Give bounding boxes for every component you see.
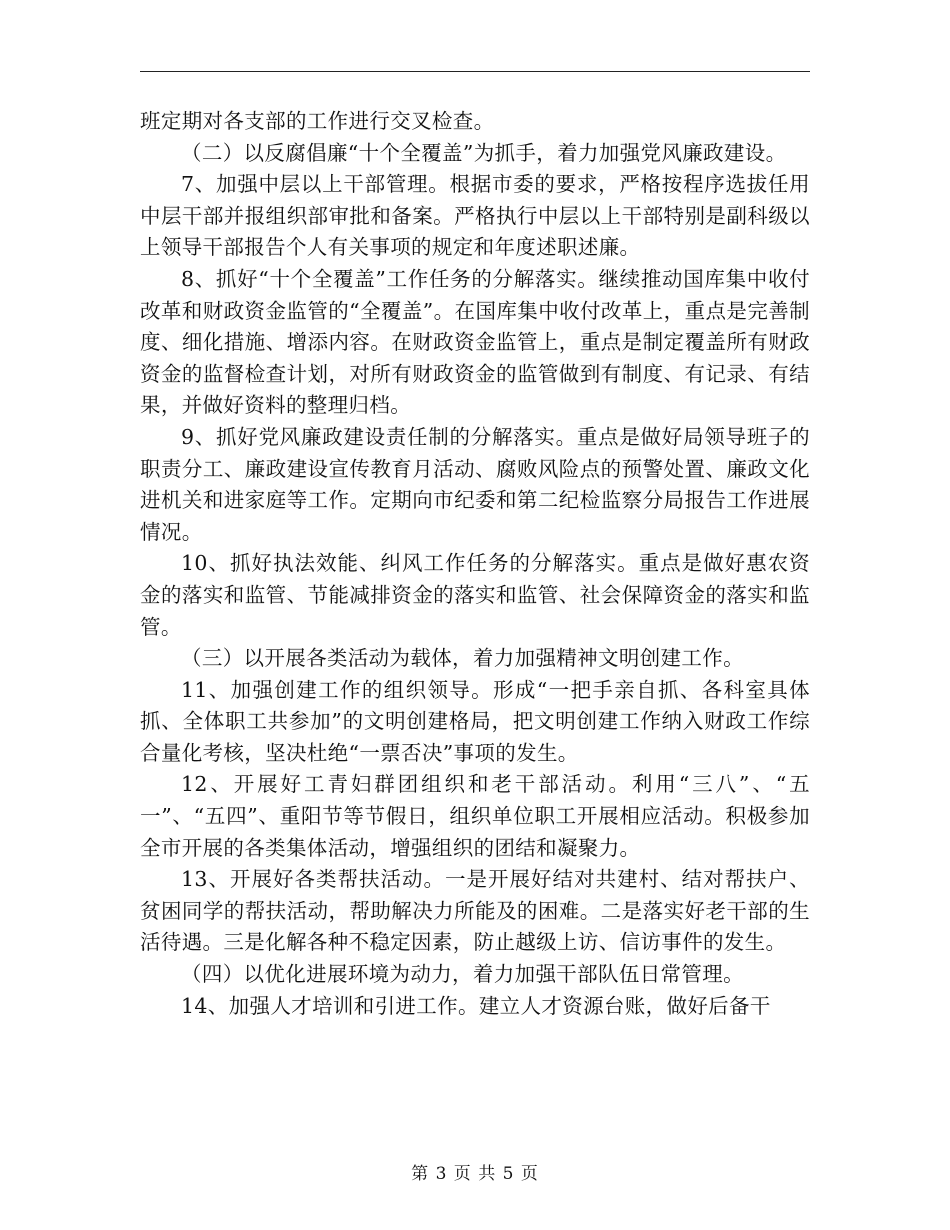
page-number-footer: 第 3 页 共 5 页 xyxy=(411,1164,539,1184)
section-heading-4: （四）以优化进展环境为动力，着力加强干部队伍日常管理。 xyxy=(181,962,744,987)
paragraph-item-13: 13、开展好各类帮扶活动。一是开展好结对共建村、结对帮扶户、贫困同学的帮扶活动，帮助解决力所能及的困难。二是落实好老干部的生活待遇。三是化解各种不稳定因素，防止越级上访、信访事件的发生。 xyxy=(140,867,810,955)
section-heading-2: （二）以反腐倡廉“十个全覆盖”为抓手，着力加强党风廉政建设。 xyxy=(181,140,787,165)
paragraph-item-10: 10、抓好执法效能、纠风工作任务的分解落实。重点是做好惠农资金的落实和监管、节能减排资金的落实和监管、社会保障资金的落实和监管。 xyxy=(140,551,810,639)
paragraph-item-11: 11、加强创建工作的组织领导。形成“一把手亲自抓、各科室具体抓、全体职工共参加”的文明创建格局，把文明创建工作纳入财政工作综合量化考核，坚决杜绝“一票否决”事项的发生。 xyxy=(140,677,810,765)
paragraph-item-12: 12、开展好工青妇群团组织和老干部活动。利用“三八”、“五一”、“五四”、重阳节等节假日，组织单位职工开展相应活动。积极参加全市开展的各类集体活动，增强组织的团结和凝聚力。 xyxy=(140,772,810,860)
paragraph-item-7: 7、加强中层以上干部管理。根据市委的要求，严格按程序选拔任用中层干部并报组织部审批和备案。严格执行中层以上干部特别是副科级以上领导干部报告个人有关事项的规定和年度述职述廉。 xyxy=(140,172,810,260)
section-heading-3: （三）以开展各类活动为载体，着力加强精神文明创建工作。 xyxy=(181,646,744,671)
paragraph-item-8: 8、抓好“十个全覆盖”工作任务的分解落实。继续推动国库集中收付改革和财政资金监管的“全覆盖”。在国库集中收付改革上，重点是完善制度、细化措施、增添内容。在财政资金监管上，重点是制定覆盖所有财政资金的监督检查计划，对所有财政资金的监管做到有制度、有记录、有结果，并做好资料的整理归档。 xyxy=(140,266,810,418)
header-rule xyxy=(140,71,810,72)
page-body xyxy=(140,106,810,1022)
paragraph-item-14: 14、加强人才培训和引进工作。建立人才资源台账，做好后备干 xyxy=(181,993,771,1018)
paragraph-continuation: 班定期对各支部的工作进行交叉检查。 xyxy=(140,109,495,133)
paragraph-item-9: 9、抓好党风廉政建设责任制的分解落实。重点是做好局领导班子的职责分工、廉政建设宣传教育月活动、腐败风险点的预警处置、廉政文化进机关和进家庭等工作。定期向市纪委和第二纪检监察分局报告工作进展情况。 xyxy=(140,424,810,544)
